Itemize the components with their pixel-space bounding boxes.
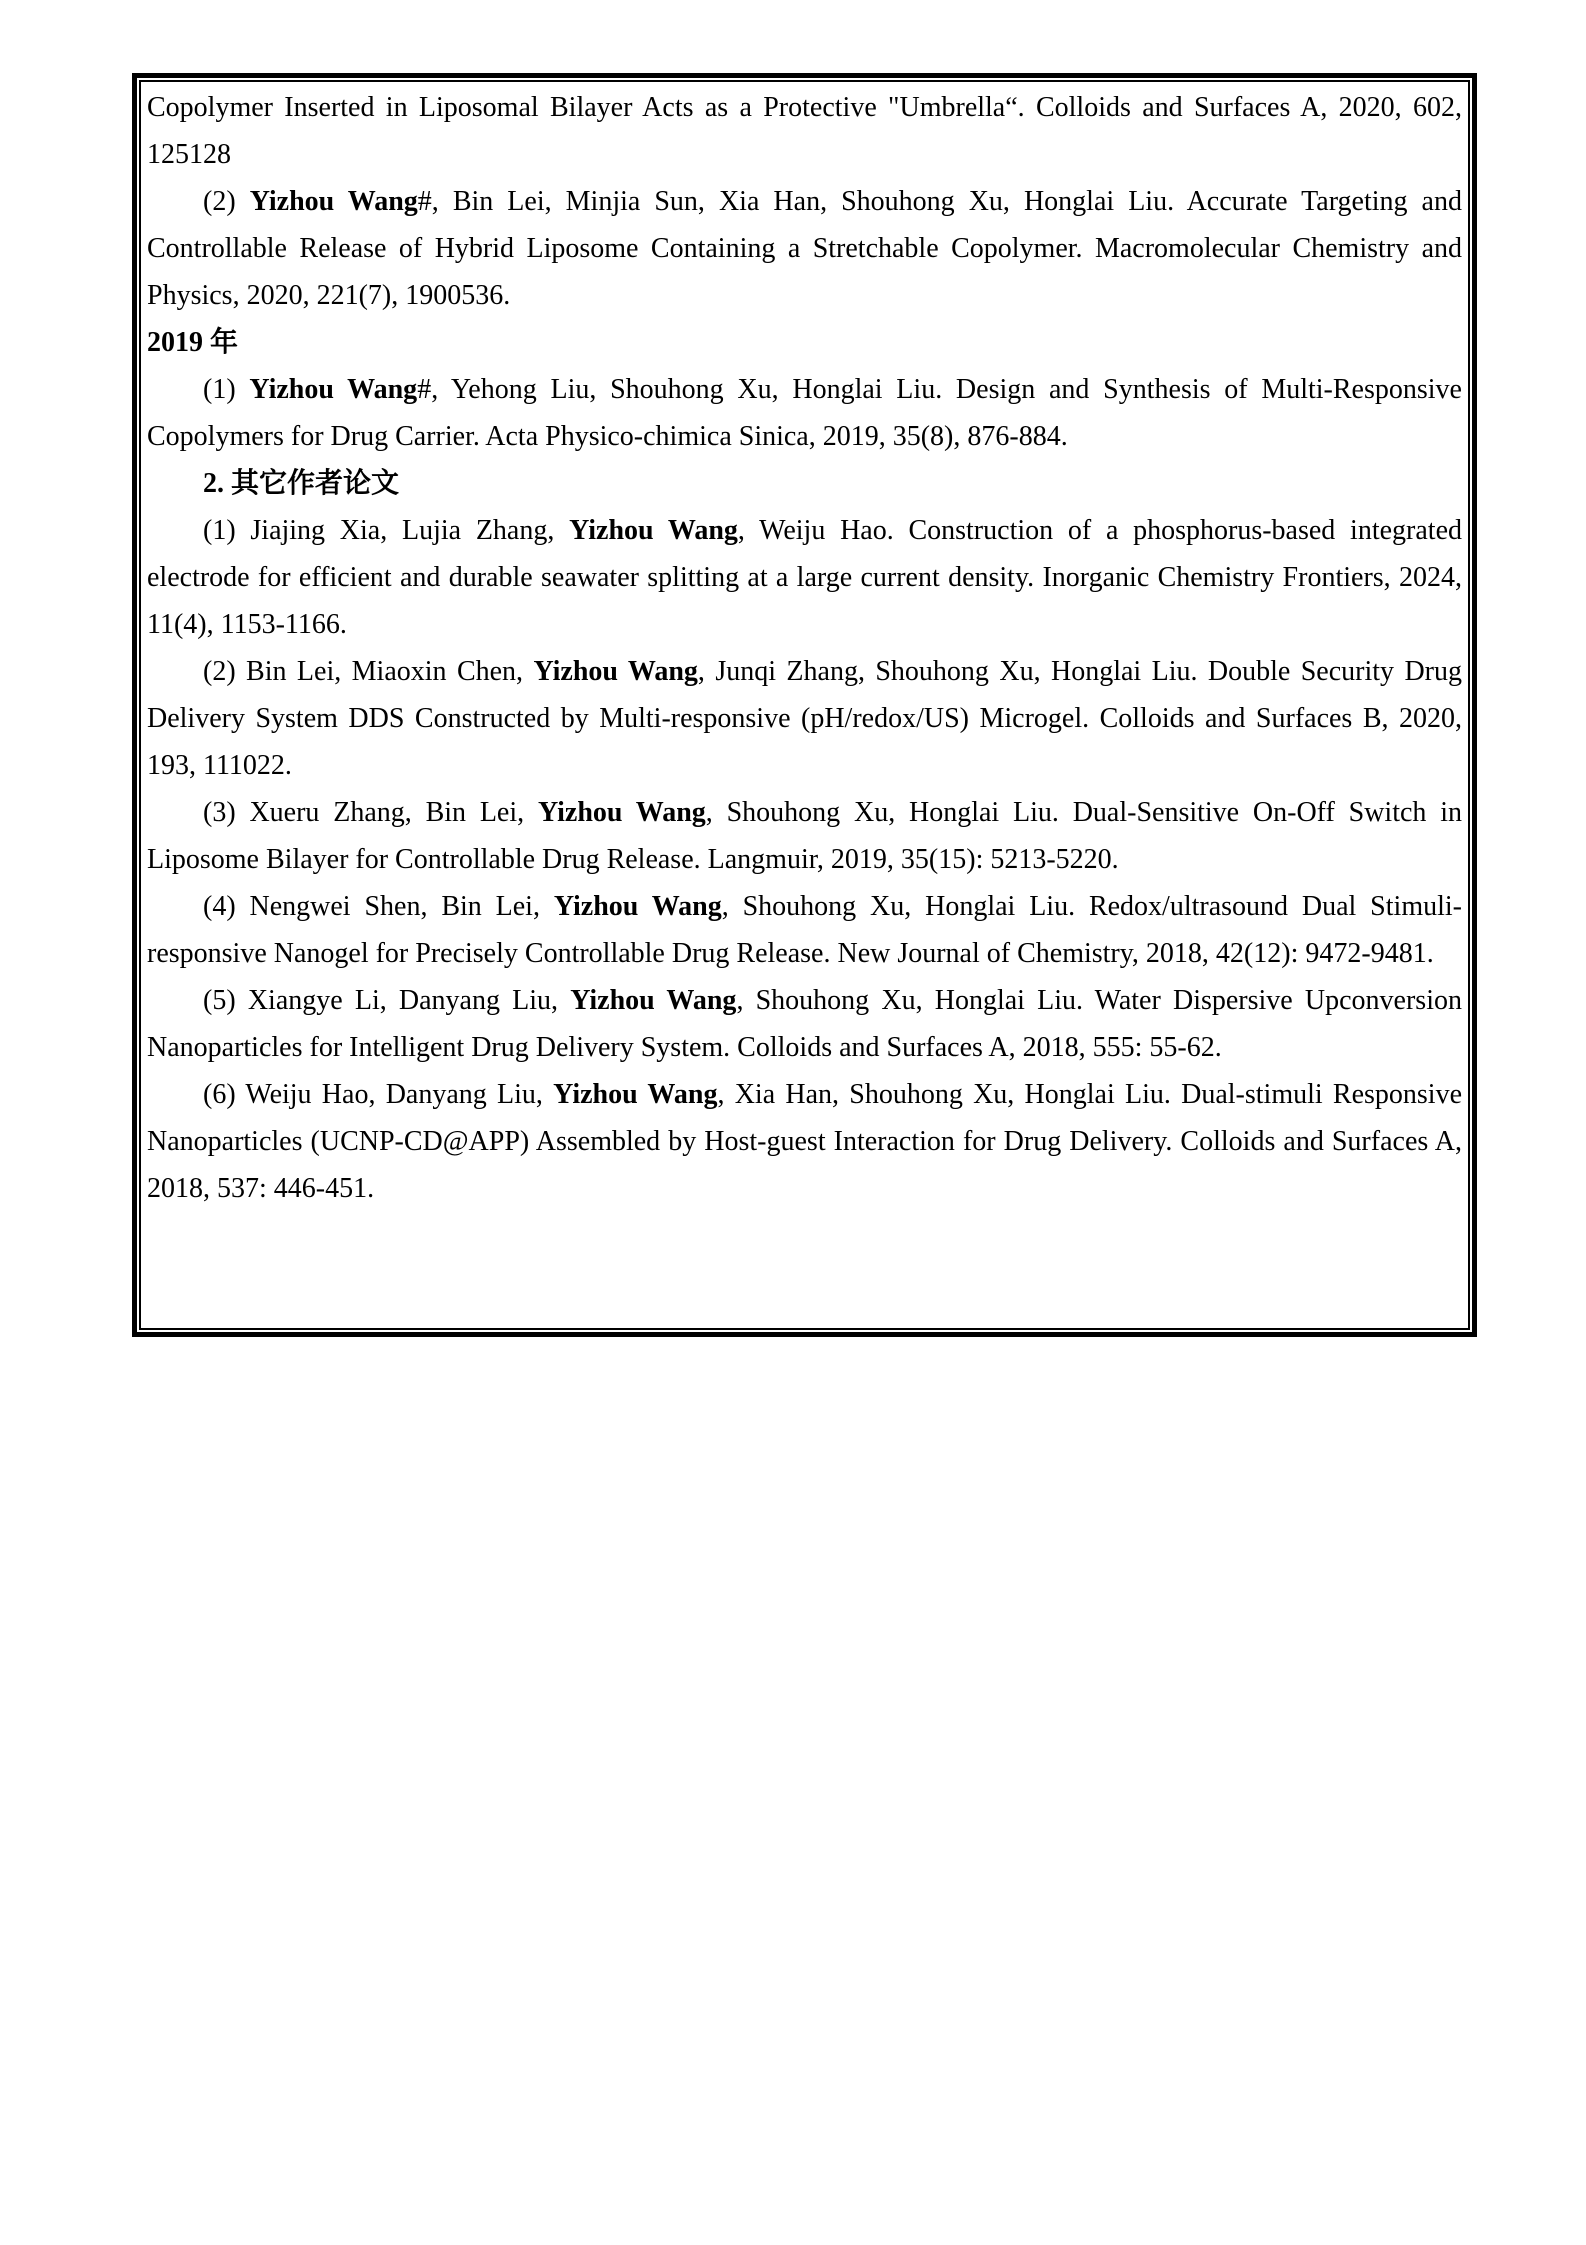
text-segment: (4) Nengwei Shen, Bin Lei,: [203, 891, 554, 922]
document-border-frame: [132, 73, 1477, 1337]
bold-text-segment: Yizhou Wang: [537, 797, 706, 828]
publication-paragraph-first-author-2: [147, 178, 1462, 319]
text-segment: , Xia Han, Shouhong Xu, Honglai Liu. Dual-stimuli Responsive Nanoparticles (UCNP-CD@APP) Assembled by Host-guest Interaction for Drug Delivery. Colloids and Surfaces A, 2018, 537: 446-451.: [147, 1079, 1463, 1204]
publication-paragraph-other-6: [147, 1071, 1462, 1212]
text-segment: , Shouhong Xu, Honglai Liu. Water Dispersive Upconversion Nanoparticles for Intelligent Drug Delivery System. Colloids and Surfaces A, 2018, 555: 55-62.: [147, 985, 1462, 1063]
bold-text-segment: Yizhou Wang: [553, 891, 722, 922]
text-segment: (2) Bin Lei, Miaoxin Chen,: [203, 656, 534, 687]
text-segment: (1) Jiajing Xia, Lujia Zhang,: [203, 515, 570, 546]
text-segment: (2): [203, 186, 250, 217]
bold-text-segment: Yizhou Wang: [249, 186, 418, 217]
text-segment: , Weiju Hao. Construction of a phosphorus-based integrated electrode for efficient and durable seawater splitting at a large current density. Inorganic Chemistry Frontiers, 2024, 11(4), 1153-1166.: [147, 515, 1462, 640]
text-segment: , Shouhong Xu, Honglai Liu. Dual-Sensitive On-Off Switch in Liposome Bilayer for Controllable Drug Release. Langmuir, 2019, 35(15): 5213-5220.: [147, 797, 1462, 875]
bold-text-segment: 2019 年: [147, 327, 239, 358]
text-segment: Copolymer Inserted in Liposomal Bilayer Acts as a Protective "Umbrella“. Colloids and Surfaces A, 2020, 602, 125128: [147, 92, 1462, 170]
publication-continuation-paragraph: [147, 84, 1462, 178]
text-segment: (5) Xiangye Li, Danyang Liu,: [203, 985, 571, 1016]
bold-text-segment: Yizhou Wang: [249, 374, 418, 405]
publication-paragraph-other-3: [147, 789, 1462, 883]
publication-paragraph-other-4: [147, 883, 1462, 977]
publication-paragraph-other-5: [147, 977, 1462, 1071]
bold-text-segment: Yizhou Wang: [533, 656, 698, 687]
publication-paragraph-other-1: [147, 507, 1462, 648]
bold-text-segment: Yizhou Wang: [569, 515, 738, 546]
text-segment: (1): [203, 374, 250, 405]
text-segment: #, Yehong Liu, Shouhong Xu, Honglai Liu. Design and Synthesis of Multi-Responsive Copolymers for Drug Carrier. Acta Physico-chimica Sinica, 2019, 35(8), 876-884.: [147, 374, 1462, 452]
bold-text-segment: Yizhou Wang: [553, 1079, 718, 1110]
document-border-inner-line: [139, 80, 1470, 1330]
section-heading-other-author-papers: [147, 460, 1462, 507]
bold-text-segment: Yizhou Wang: [570, 985, 737, 1016]
text-segment: (3) Xueru Zhang, Bin Lei,: [203, 797, 538, 828]
publication-paragraph-2019-1: [147, 366, 1462, 460]
year-heading-2019: [147, 319, 1462, 366]
publication-paragraph-other-2: [147, 648, 1462, 789]
bold-text-segment: 2. 其它作者论文: [203, 468, 400, 499]
text-segment: , Shouhong Xu, Honglai Liu. Redox/ultrasound Dual Stimuli-responsive Nanogel for Precisely Controllable Drug Release. New Journal of Chemistry, 2018, 42(12): 9472-9481.: [147, 891, 1462, 969]
document-content: [147, 84, 1462, 1212]
text-segment: , Junqi Zhang, Shouhong Xu, Honglai Liu. Double Security Drug Delivery System DDS Constructed by Multi-responsive (pH/redox/US) Microgel. Colloids and Surfaces B, 2020, 193, 111022.: [147, 656, 1462, 781]
text-segment: #, Bin Lei, Minjia Sun, Xia Han, Shouhong Xu, Honglai Liu. Accurate Targeting and Controllable Release of Hybrid Liposome Containing a Stretchable Copolymer. Macromolecular Chemistry and Physics, 2020, 221(7), 1900536.: [147, 186, 1462, 311]
text-segment: (6) Weiju Hao, Danyang Liu,: [203, 1079, 554, 1110]
